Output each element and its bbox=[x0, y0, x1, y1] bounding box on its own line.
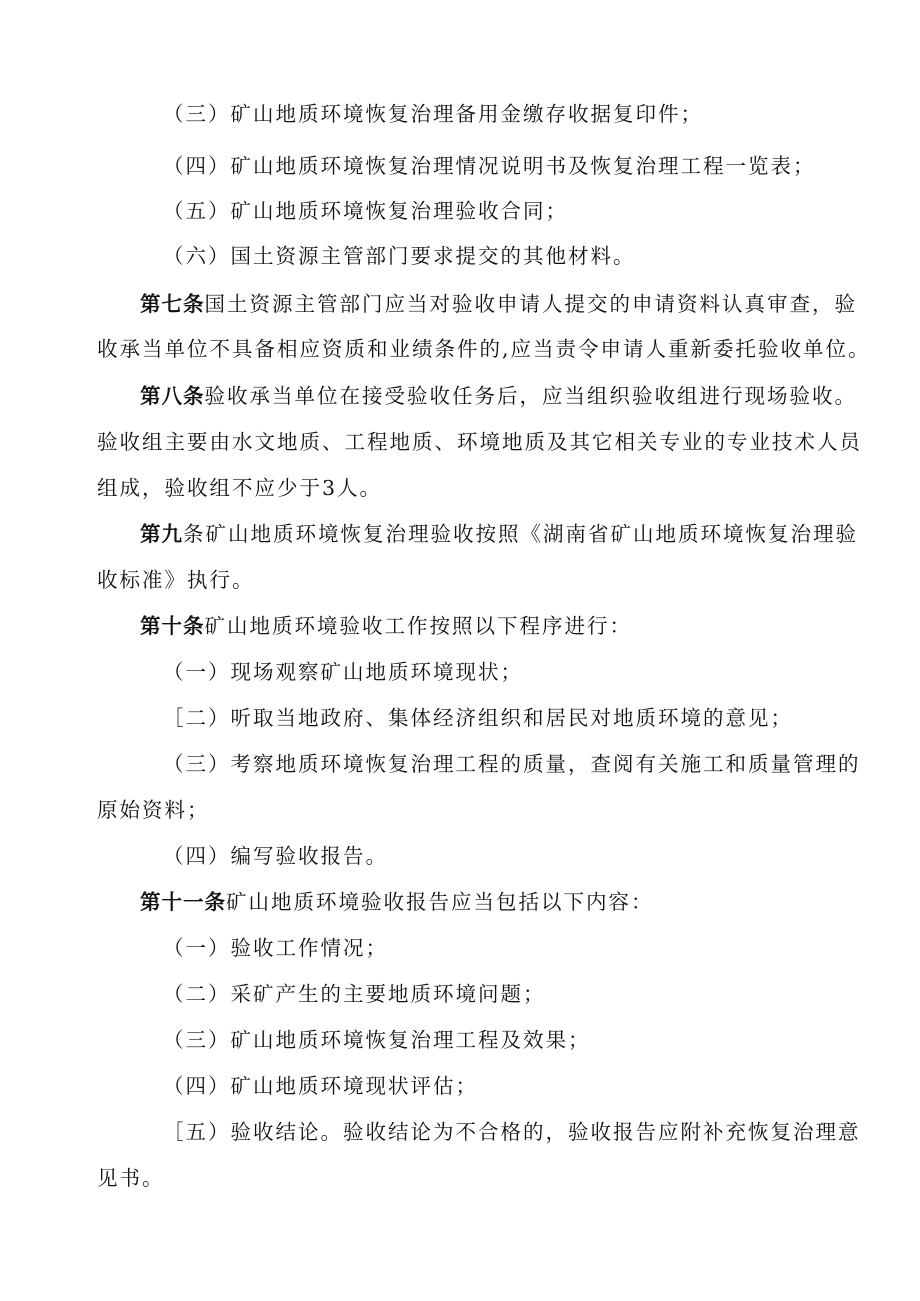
report-item-4: （四）矿山地质环境现状评估； bbox=[163, 1074, 478, 1098]
article-9: 第九条矿山地质环境恢复治理验收按照《湖南省矿山地质环境恢复治理验 bbox=[140, 522, 858, 546]
report-item-3: （三）矿山地质环境恢复治理工程及效果； bbox=[163, 1028, 591, 1052]
article-10: 第十条矿山地质环境验收工作按照以下程序进行： bbox=[140, 614, 632, 638]
procedure-item-3-continued: 原始资料； bbox=[97, 798, 210, 822]
procedure-item-4: （四）编写验收报告。 bbox=[163, 844, 388, 868]
article-11-heading: 第十一条 bbox=[140, 890, 226, 914]
article-7-heading: 第七条 bbox=[140, 292, 205, 316]
article-8: 第八条验收承当单位在接受验收任务后，应当组织验收组进行现场验收。 bbox=[140, 384, 857, 408]
procedure-item-1: （一）现场观察矿山地质环境现状； bbox=[163, 660, 523, 684]
article-7-continued: 收承当单位不具备相应资质和业绩条件的,应当责令申请人重新委托验收单位。 bbox=[97, 337, 871, 361]
report-item-2: （二）采矿产生的主要地质环境问题； bbox=[163, 982, 546, 1006]
article-10-heading: 第十条 bbox=[140, 614, 205, 638]
list-item-3-receipt: （三）矿山地质环境恢复治理备用金缴存收据复印件； bbox=[163, 102, 703, 126]
list-item-5-contract: （五）矿山地质环境恢复治理验收合同； bbox=[163, 199, 568, 223]
article-8-continued-1: 验收组主要由水文地质、工程地质、环境地质及其它相关专业的专业技术人员 bbox=[97, 430, 862, 454]
article-7: 第七条国土资源主管部门应当对验收申请人提交的申请资料认真审查，验 bbox=[140, 292, 857, 316]
report-item-5-continued: 见书。 bbox=[97, 1166, 165, 1190]
article-9-continued: 收标准》执行。 bbox=[97, 568, 255, 592]
procedure-item-2: ［二）听取当地政府、集体经济组织和居民对地质环境的意见； bbox=[163, 706, 793, 730]
procedure-item-3: （三）考察地质环境恢复治理工程的质量，查阅有关施工和质量管理的 bbox=[163, 752, 861, 776]
report-item-1: （一）验收工作情况； bbox=[163, 936, 388, 960]
list-item-6-other: （六）国土资源主管部门要求提交的其他材料。 bbox=[163, 244, 636, 268]
article-9-heading: 第九 bbox=[140, 522, 183, 546]
article-8-continued-2: 组成，验收组不应少于3人。 bbox=[97, 476, 383, 500]
list-item-4-report: （四）矿山地质环境恢复治理情况说明书及恢复治理工程一览表； bbox=[163, 154, 816, 178]
report-item-5: ［五）验收结论。验收结论为不合格的，验收报告应附补充恢复治理意 bbox=[163, 1120, 861, 1144]
article-11: 第十一条矿山地质环境验收报告应当包括以下内容： bbox=[140, 890, 654, 914]
article-8-heading: 第八条 bbox=[140, 384, 205, 408]
